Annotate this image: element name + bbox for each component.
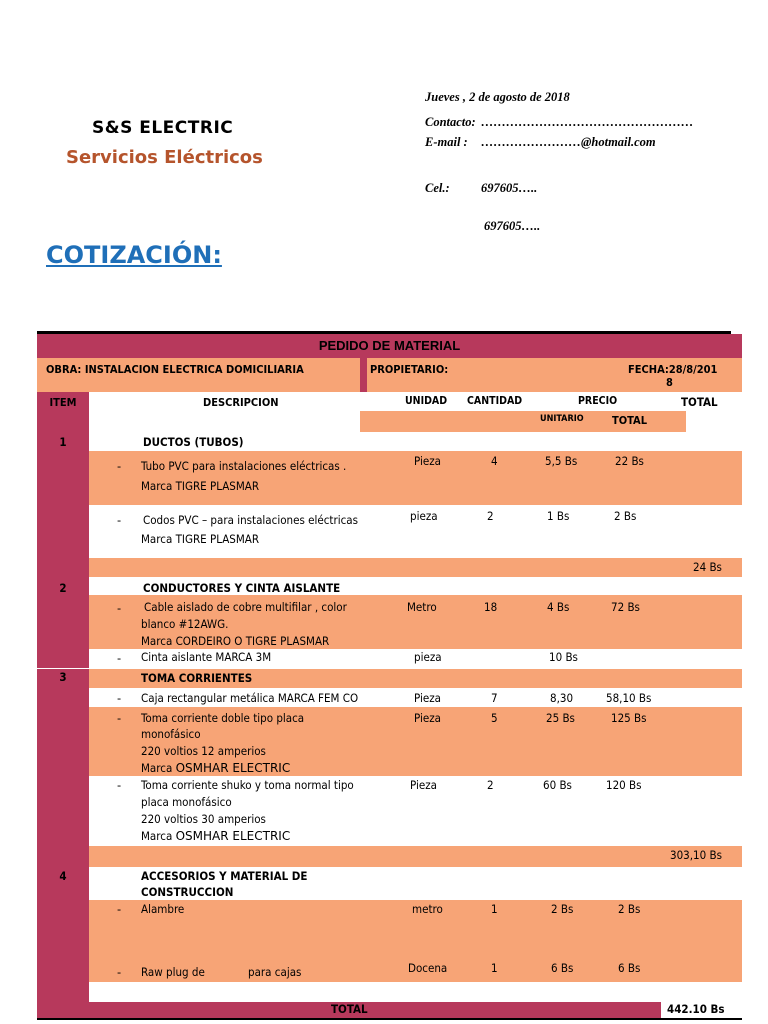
grand-total-value: 442.10 Bs xyxy=(667,1002,725,1016)
fecha-line1: FECHA:28/8/201 xyxy=(628,363,718,376)
bottom-rule xyxy=(37,1018,742,1020)
row-5-total: 58,10 Bs xyxy=(606,691,652,705)
row-2-unit: pieza xyxy=(410,509,438,523)
sub-unitario: UNITARIO xyxy=(540,414,584,424)
row-5-qty: 7 xyxy=(491,691,498,705)
sub-total: TOTAL xyxy=(612,414,648,427)
row-1-desc-l2: Marca TIGRE PLASMAR xyxy=(141,479,260,493)
row-1-qty: 4 xyxy=(491,454,498,468)
header-band xyxy=(37,392,742,411)
row-8-desc-l1: Alambre xyxy=(141,902,185,916)
col-precio: PRECIO xyxy=(578,395,618,407)
row-6-unit: Pieza xyxy=(414,711,441,725)
cel-label: Cel.: xyxy=(425,181,450,195)
row-4-desc-l1: Cinta aislante MARCA 3M xyxy=(141,650,272,664)
section-2-number: 2 xyxy=(59,581,67,595)
row-9-qty: 1 xyxy=(491,961,498,975)
email-value: ……………………@hotmail.com xyxy=(481,135,656,149)
company-name: S&S ELECTRIC xyxy=(92,118,234,138)
row-3-desc-l2: blanco #12AWG. xyxy=(141,617,229,631)
table-title: PEDIDO DE MATERIAL xyxy=(318,338,461,353)
sum-3-band xyxy=(37,846,742,867)
section-3-number: 3 xyxy=(59,670,67,684)
row-6-price: 25 Bs xyxy=(546,711,575,725)
col-cantidad: CANTIDAD xyxy=(467,395,523,407)
row-7-brand-prefix: Marca xyxy=(141,829,176,843)
propietario-label: PROPIETARIO: xyxy=(370,363,449,376)
col-descripcion: DESCRIPCION xyxy=(203,396,279,409)
row-7-unit: Pieza xyxy=(410,778,437,792)
row-3-price: 4 Bs xyxy=(547,600,570,614)
contact-value: …………………………………………… xyxy=(481,115,694,129)
row-6-brand-prefix: Marca xyxy=(141,761,176,775)
row-3-desc-l1: Cable aislado de cobre multifilar , color xyxy=(144,600,347,614)
row-8-price: 2 Bs xyxy=(551,902,574,916)
row-1-price: 5,5 Bs xyxy=(545,454,578,468)
company-services: Servicios Eléctricos xyxy=(66,147,263,168)
row-4-dash: - xyxy=(117,651,122,665)
row-3-total: 72 Bs xyxy=(611,600,640,614)
section-3-sum: 303,10 Bs xyxy=(670,848,722,862)
row-7-brand: OSMHAR ELECTRIC xyxy=(175,829,291,843)
row-7-desc-l2: placa monofásico xyxy=(141,795,232,809)
row-7-dash: - xyxy=(117,778,122,792)
row-7-desc-l3: 220 voltios 30 amperios xyxy=(141,812,266,826)
section-1-number: 1 xyxy=(59,435,67,449)
row-3-desc-l3: Marca CORDEIRO O TIGRE PLASMAR xyxy=(141,634,330,648)
row-5-desc-l1: Caja rectangular metálica MARCA FEM CO xyxy=(141,691,359,705)
row-9-unit: Docena xyxy=(408,961,448,975)
grand-total-label: TOTAL xyxy=(331,1002,368,1016)
email-label: E-mail : xyxy=(425,135,468,149)
row-7-total: 120 Bs xyxy=(606,778,642,792)
row-2-desc-l2: Marca TIGRE PLASMAR xyxy=(141,532,260,546)
section-2-title: CONDUCTORES Y CINTA AISLANTE xyxy=(143,581,341,595)
row-7-price: 60 Bs xyxy=(543,778,572,792)
row-2-qty: 2 xyxy=(487,509,494,523)
cel-2: 697605….. xyxy=(484,219,541,233)
cel-1: 697605….. xyxy=(481,181,538,195)
obra-separator xyxy=(360,358,367,392)
row-6-desc-l1: Toma corriente doble tipo placa xyxy=(141,711,305,725)
row-6-total: 125 Bs xyxy=(611,711,647,725)
section-4-title-l1: ACCESORIOS Y MATERIAL DE xyxy=(141,869,308,883)
row-9-price: 6 Bs xyxy=(551,961,574,975)
row-8-dash: - xyxy=(117,902,122,916)
row-6-desc-l4 xyxy=(141,760,290,777)
row-2-total: 2 Bs xyxy=(614,509,637,523)
section-4-title-l2: CONSTRUCCION xyxy=(141,885,234,899)
row-9-total: 6 Bs xyxy=(618,961,641,975)
row-7-desc-l1: Toma corriente shuko y toma normal tipo xyxy=(141,778,354,792)
row-6-dash: - xyxy=(117,711,122,725)
row-1-unit: Pieza xyxy=(414,454,441,468)
row-9-dash: - xyxy=(117,965,122,979)
section-1-title: DUCTOS (TUBOS) xyxy=(143,435,244,449)
col-item: ITEM xyxy=(49,396,77,409)
row-1-desc-l1: Tubo PVC para instalaciones eléctricas . xyxy=(141,459,347,473)
row-5-unit: Pieza xyxy=(414,691,441,705)
row-2-price: 1 Bs xyxy=(547,509,570,523)
row-7-desc-l4 xyxy=(141,828,290,845)
section-1-sum: 24 Bs xyxy=(693,560,722,574)
contact-label: Contacto: xyxy=(425,115,476,129)
fecha-line2: 8 xyxy=(666,376,673,389)
row-8-qty: 1 xyxy=(491,902,498,916)
row-8-total: 2 Bs xyxy=(618,902,641,916)
row-6-desc-l3: 220 voltios 12 amperios xyxy=(141,744,266,758)
obra-label: OBRA: INSTALACION ELECTRICA DOMICILIARIA xyxy=(46,363,304,376)
row-3-unit: Metro xyxy=(407,600,437,614)
sum-1-band xyxy=(37,558,742,577)
col-unidad: UNIDAD xyxy=(405,395,448,407)
row-3-dash: - xyxy=(117,601,122,615)
row-8-unit: metro xyxy=(412,902,443,916)
row-3-qty: 18 xyxy=(484,600,498,614)
row-9-desc-b: para cajas xyxy=(248,965,302,979)
row-1-total: 22 Bs xyxy=(615,454,644,468)
row-4-price: 10 Bs xyxy=(549,650,578,664)
row-9-desc-a: Raw plug de xyxy=(141,965,205,979)
section-4-number: 4 xyxy=(59,869,67,883)
row-2-dash: - xyxy=(117,513,122,527)
document-title: COTIZACIÓN: xyxy=(46,241,222,269)
row-7-qty: 2 xyxy=(487,778,494,792)
section-3-title: TOMA CORRIENTES xyxy=(141,671,253,685)
quote-date: Jueves , 2 de agosto de 2018 xyxy=(425,90,570,104)
col-total: TOTAL xyxy=(681,395,718,409)
row-4-unit: pieza xyxy=(414,650,442,664)
item-column xyxy=(37,392,89,1002)
row-6-brand: OSMHAR ELECTRIC xyxy=(175,761,291,775)
row-5-dash: - xyxy=(117,691,122,705)
row-6-qty: 5 xyxy=(491,711,498,725)
row-6-desc-l2: monofásico xyxy=(141,727,201,741)
row-2-desc-l1: Codos PVC – para instalaciones eléctricas xyxy=(143,513,359,527)
row-1-dash: - xyxy=(117,459,122,473)
row-5-price: 8,30 xyxy=(550,691,574,705)
